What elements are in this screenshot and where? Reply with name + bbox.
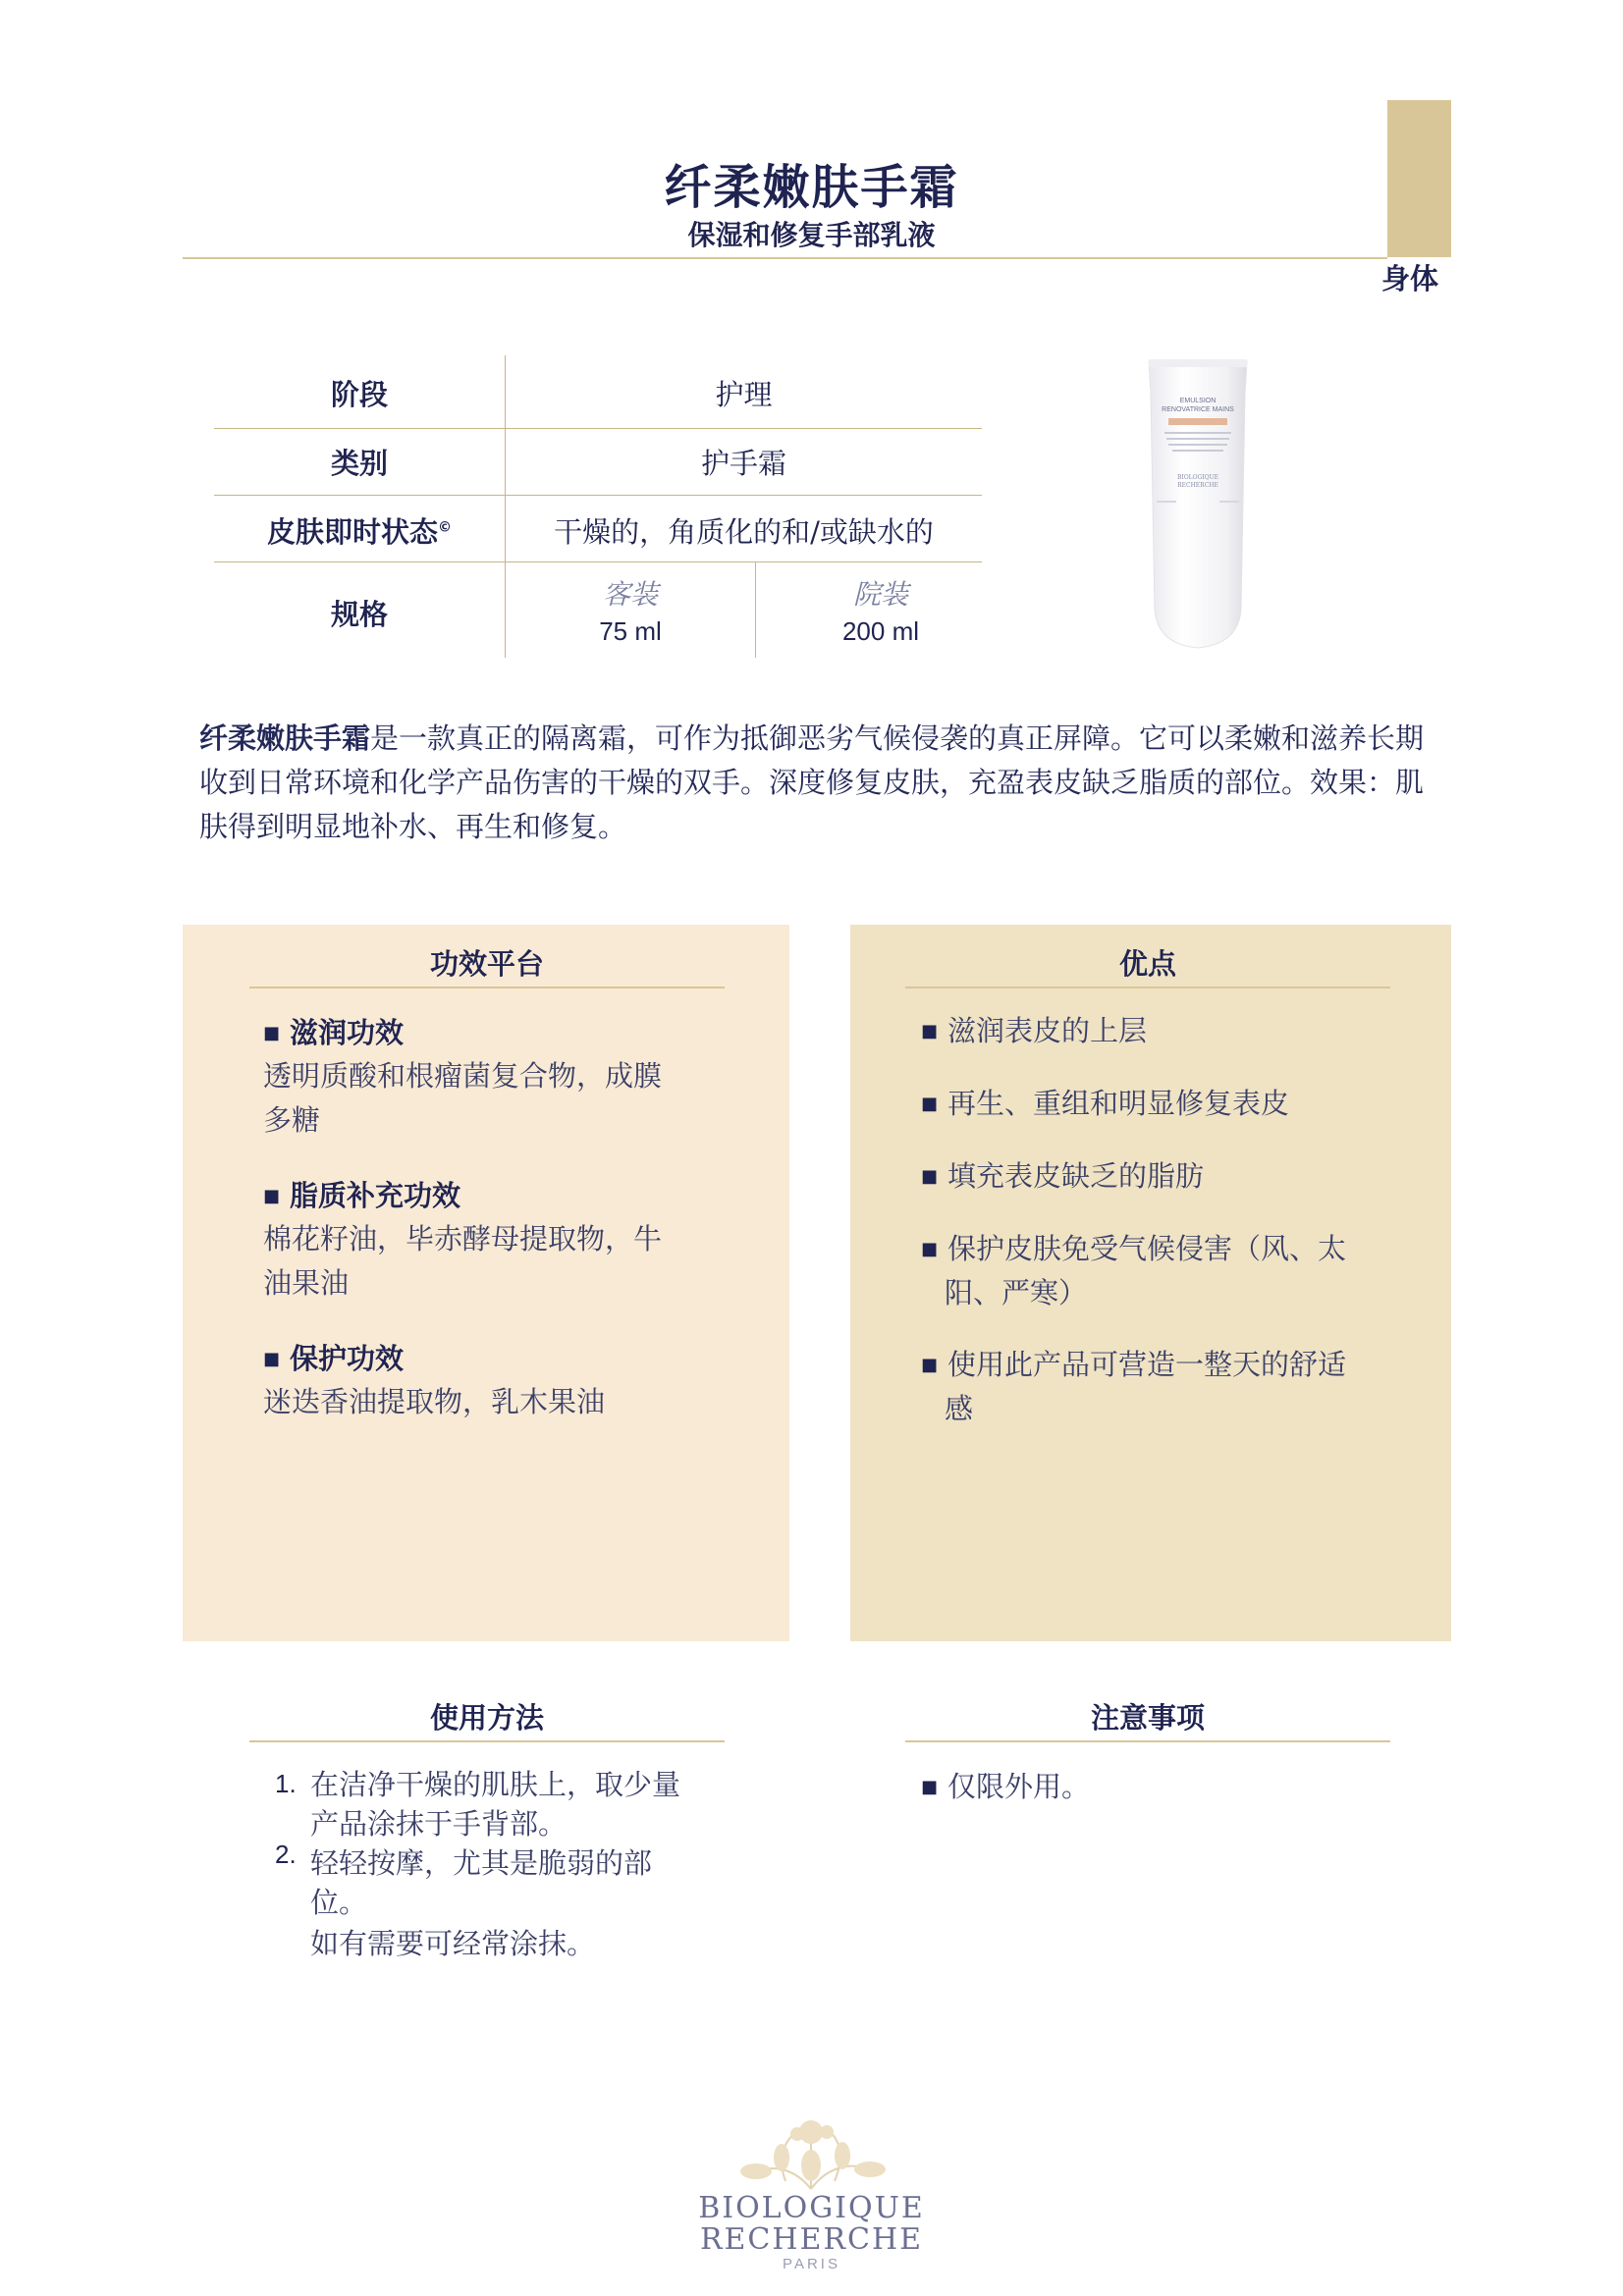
efficacy-body-line: 多糖	[263, 1103, 321, 1137]
benefit-item	[921, 1009, 1147, 1053]
precaution-line: 仅限外用。	[947, 1770, 1091, 1803]
usage-step-line: 在洁净干燥的肌肤上，取少量	[310, 1768, 681, 1801]
efficacy-heading-text: 保护功效	[290, 1342, 405, 1375]
efficacy-body-line: 油果油	[263, 1266, 350, 1300]
benefit-item	[921, 1343, 1346, 1431]
efficacy-body-line: 迷迭香油提取物，乳木果油	[263, 1385, 606, 1418]
spec-row-rule	[214, 561, 982, 562]
square-bullet-icon: ■	[263, 1023, 281, 1043]
brand-name-line2: RECHERCHE	[699, 2222, 924, 2257]
spec-row-rule	[214, 428, 982, 429]
intro-text: 是一款真正的隔离霜，可作为抵御恶劣气候侵袭的真正屏障。它可以柔嫩和滋养长期收到日常环境和化学产品伤害的干燥的双手。深度修复皮肤，充盈表皮缺乏脂质的部位。效果：肌肤得到明显地补水、再生和修复。	[199, 721, 1425, 843]
usage-step	[310, 1843, 652, 1922]
intro-product-name: 纤柔嫩肤手霜	[199, 721, 371, 755]
benefit-item	[921, 1227, 1346, 1315]
product-tube-image	[1139, 353, 1257, 663]
efficacy-heading-text: 滋润功效	[290, 1016, 405, 1049]
efficacy-item-heading	[263, 1011, 404, 1051]
usage-title: 使用方法	[429, 1701, 544, 1735]
square-bullet-icon: ■	[921, 1239, 939, 1259]
usage-step-line: 产品涂抹于手背部。	[310, 1807, 568, 1841]
benefits-panel	[850, 925, 1451, 1641]
benefit-line: 阳、严寒）	[945, 1276, 1088, 1309]
square-bullet-icon: ■	[263, 1186, 281, 1206]
square-bullet-icon: ■	[921, 1021, 939, 1041]
spec-value-stage: 护理	[715, 378, 773, 411]
square-bullet-icon: ■	[921, 1094, 939, 1114]
usage-step-number: 2.	[275, 1840, 297, 1869]
format-retail-size: 75 ml	[599, 616, 662, 646]
usage-title-rule	[249, 1740, 725, 1742]
tube-brand-line1: BIOLOGIQUE	[1176, 474, 1219, 481]
spec-label-category: 类别	[330, 447, 388, 480]
benefits-title-rule	[905, 987, 1390, 988]
spec-label-stage: 阶段	[330, 378, 388, 411]
square-bullet-icon: ■	[921, 1355, 939, 1375]
benefit-line: 感	[945, 1392, 974, 1425]
efficacy-panel	[183, 925, 789, 1641]
square-bullet-icon: ■	[263, 1349, 281, 1369]
tube-orange-band	[1168, 418, 1227, 425]
format-salon-size: 200 ml	[841, 616, 920, 646]
usage-step-number: 1.	[275, 1769, 297, 1798]
spec-value-skin-condition: 干燥的，角质化的和/或缺水的	[554, 515, 934, 549]
square-bullet-icon: ■	[921, 1166, 939, 1187]
brand-name-line1: BIOLOGIQUE	[698, 2191, 925, 2225]
format-salon-label: 院装	[852, 578, 908, 611]
spec-label-skin-condition-text: 皮肤即时状态	[266, 515, 438, 549]
efficacy-body-line: 棉花籽油，毕赤酵母提取物，牛	[263, 1222, 663, 1255]
efficacy-item-heading	[263, 1337, 404, 1377]
efficacy-body-line: 透明质酸和根瘤菌复合物，成膜	[263, 1059, 663, 1093]
benefit-line: 滋润表皮的上层	[947, 1014, 1148, 1047]
benefits-title: 优点	[1118, 947, 1176, 981]
spec-label-skin-condition	[214, 510, 505, 551]
benefit-line: 填充表皮缺乏的脂肪	[947, 1159, 1205, 1193]
benefit-item	[921, 1154, 1204, 1199]
benefit-item	[921, 1082, 1289, 1126]
efficacy-item-body	[263, 1217, 662, 1306]
precaution-item	[921, 1765, 1090, 1809]
brand-city: PARIS	[783, 2256, 840, 2272]
usage-step	[310, 1765, 680, 1843]
efficacy-title-rule	[249, 987, 725, 988]
precautions-title-rule	[905, 1740, 1390, 1742]
efficacy-item-body	[263, 1380, 605, 1424]
precautions-title: 注意事项	[1090, 1701, 1205, 1735]
spec-value-category: 护手霜	[700, 447, 786, 480]
header-divider	[183, 257, 1387, 259]
page-subtitle: 保湿和修复手部乳液	[687, 219, 936, 251]
page-title: 纤柔嫩肤手霜	[664, 160, 959, 215]
tube-text-line2: RENOVATRICE MAINS	[1162, 406, 1234, 413]
usage-note: 如有需要可经常涂抹。	[310, 1927, 596, 1960]
usage-step-line: 轻轻按摩，尤其是脆弱的部	[310, 1846, 653, 1880]
square-bullet-icon: ■	[921, 1777, 939, 1797]
efficacy-heading-text: 脂质补充功效	[290, 1179, 461, 1212]
copyright-mark: ©	[438, 519, 452, 536]
benefit-line: 保护皮肤免受气候侵害（风、太	[947, 1232, 1347, 1265]
benefit-line: 使用此产品可营造一整天的舒适	[947, 1348, 1347, 1381]
tube-brand-line2: RECHERCHE	[1177, 482, 1218, 489]
intro-paragraph	[199, 717, 1438, 849]
efficacy-item-heading	[263, 1174, 460, 1214]
efficacy-item-body	[263, 1054, 662, 1143]
format-retail-label: 客装	[602, 578, 658, 611]
spec-table	[214, 355, 982, 658]
spec-label-format: 规格	[330, 598, 388, 631]
spec-row-rule	[214, 495, 982, 496]
tube-text-line1: EMULSION	[1179, 398, 1217, 404]
benefit-line: 再生、重组和明显修复表皮	[947, 1087, 1290, 1120]
category-label: 身体	[1380, 262, 1438, 295]
usage-step-line: 位。	[310, 1886, 368, 1919]
efficacy-title: 功效平台	[429, 947, 544, 981]
